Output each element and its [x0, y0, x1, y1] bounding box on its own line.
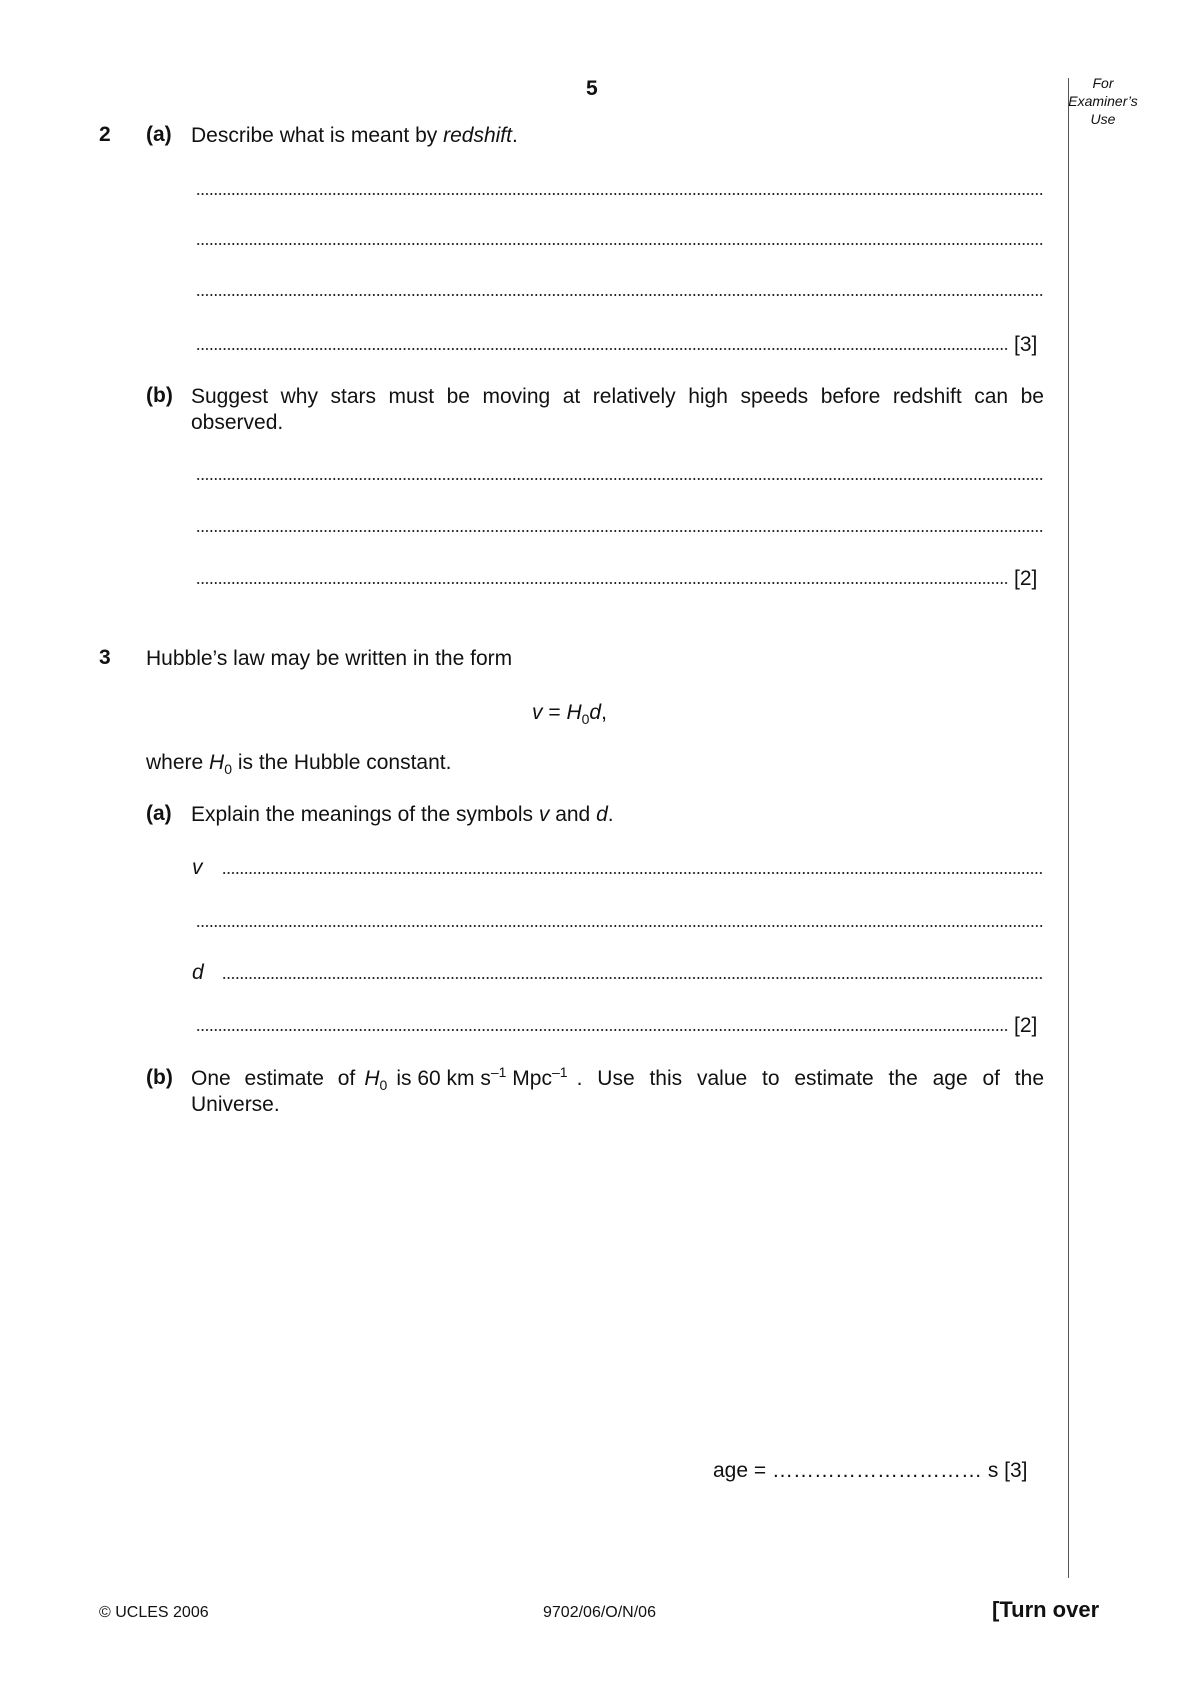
q3a-d-label: d	[192, 961, 204, 984]
q2a-term-redshift: redshift	[443, 124, 512, 147]
footer-paper-code: 9702/06/O/N/06	[543, 1604, 656, 1621]
age-unit-marks: s [3]	[981, 1459, 1028, 1482]
q3b-H-sub: 0	[379, 1077, 388, 1094]
q3a-symbol-d: d	[596, 803, 608, 826]
answer-line-2a-4[interactable]	[196, 348, 1008, 350]
eq-equals: =	[542, 701, 567, 724]
q3b-H0	[364, 1066, 387, 1092]
where-H-sub: 0	[224, 761, 232, 778]
question-3b-line-2: Universe.	[191, 1093, 280, 1116]
question-3b-label: (b)	[146, 1066, 173, 1089]
age-answer-field[interactable]: …………………………	[771, 1459, 982, 1482]
answer-line-2b-2[interactable]	[196, 530, 1044, 532]
question-2a-label: (a)	[146, 123, 172, 146]
examiner-margin-line	[1068, 78, 1069, 1578]
question-3b-line-1	[191, 1066, 1044, 1092]
marks-3a: [2]	[1014, 1014, 1038, 1037]
marks-2b: [2]	[1014, 567, 1038, 590]
examiner-line-3: Use	[1090, 111, 1116, 127]
answer-line-2a-1[interactable]	[196, 193, 1044, 195]
page-number: 5	[586, 77, 598, 100]
footer-copyright: © UCLES 2006	[99, 1604, 209, 1621]
question-2-number: 2	[99, 123, 111, 146]
q3b-one-estimate: One estimate of	[191, 1067, 356, 1090]
where-after: is the Hubble constant.	[232, 751, 452, 774]
answer-line-3a-d-2[interactable]	[196, 1029, 1008, 1031]
eq-comma: ,	[601, 701, 607, 724]
where-H: H	[209, 751, 225, 774]
marks-2a: [3]	[1014, 333, 1038, 356]
turn-over: [Turn over	[992, 1597, 1100, 1622]
answer-line-2a-3[interactable]	[196, 294, 1044, 296]
answer-line-3a-v-1[interactable]	[222, 872, 1044, 874]
q2a-text-after: .	[511, 124, 518, 147]
q3b-H: H	[364, 1067, 380, 1090]
age-answer[interactable]	[713, 1458, 1028, 1484]
q3b-value-text: is 60 km s	[396, 1067, 491, 1090]
question-2b-line-2: observed.	[191, 411, 284, 434]
answer-line-3a-d-1[interactable]	[222, 977, 1044, 979]
q3b-mpc: Mpc	[506, 1067, 552, 1090]
question-2b-label: (b)	[146, 384, 173, 407]
eq-d: d	[589, 701, 602, 724]
eq-H: H	[566, 701, 582, 724]
eq-H-sub: 0	[581, 711, 590, 728]
answer-line-2b-3[interactable]	[196, 582, 1008, 584]
q3a-symbol-v: v	[538, 803, 550, 826]
answer-line-2b-1[interactable]	[196, 478, 1044, 480]
question-2a-text	[191, 123, 518, 149]
examiner-line-2: Examiner’s	[1068, 93, 1138, 109]
eq-v: v	[532, 701, 543, 724]
q3b-sup2: –1	[551, 1064, 568, 1080]
where-before: where	[146, 751, 210, 774]
q3a-and: and	[549, 803, 597, 826]
question-3-intro: Hubble’s law may be written in the form	[146, 647, 513, 670]
question-2b-line-1: Suggest why stars must be moving at relatively high speeds before redshift can be	[191, 385, 1044, 408]
q3b-value	[396, 1066, 567, 1092]
examiner-line-1: For	[1092, 75, 1114, 91]
age-label: age =	[713, 1459, 772, 1482]
q3b-sup1: –1	[490, 1064, 507, 1080]
question-3a-label: (a)	[146, 802, 172, 825]
question-3-number: 3	[99, 646, 111, 669]
answer-line-3a-v-2[interactable]	[196, 925, 1044, 927]
answer-line-2a-2[interactable]	[196, 243, 1044, 245]
examiner-use-label	[1068, 74, 1138, 128]
question-3a-text	[191, 802, 614, 828]
q2a-text-before: Describe what is meant by	[191, 124, 444, 147]
hubble-equation	[532, 700, 607, 726]
q3a-v-label: v	[192, 856, 203, 879]
question-3-where	[146, 750, 451, 776]
q3a-end: .	[607, 803, 614, 826]
q3a-text-before: Explain the meanings of the symbols	[191, 803, 539, 826]
q3b-instruction: . Use this value to estimate the age of the	[576, 1067, 1044, 1090]
